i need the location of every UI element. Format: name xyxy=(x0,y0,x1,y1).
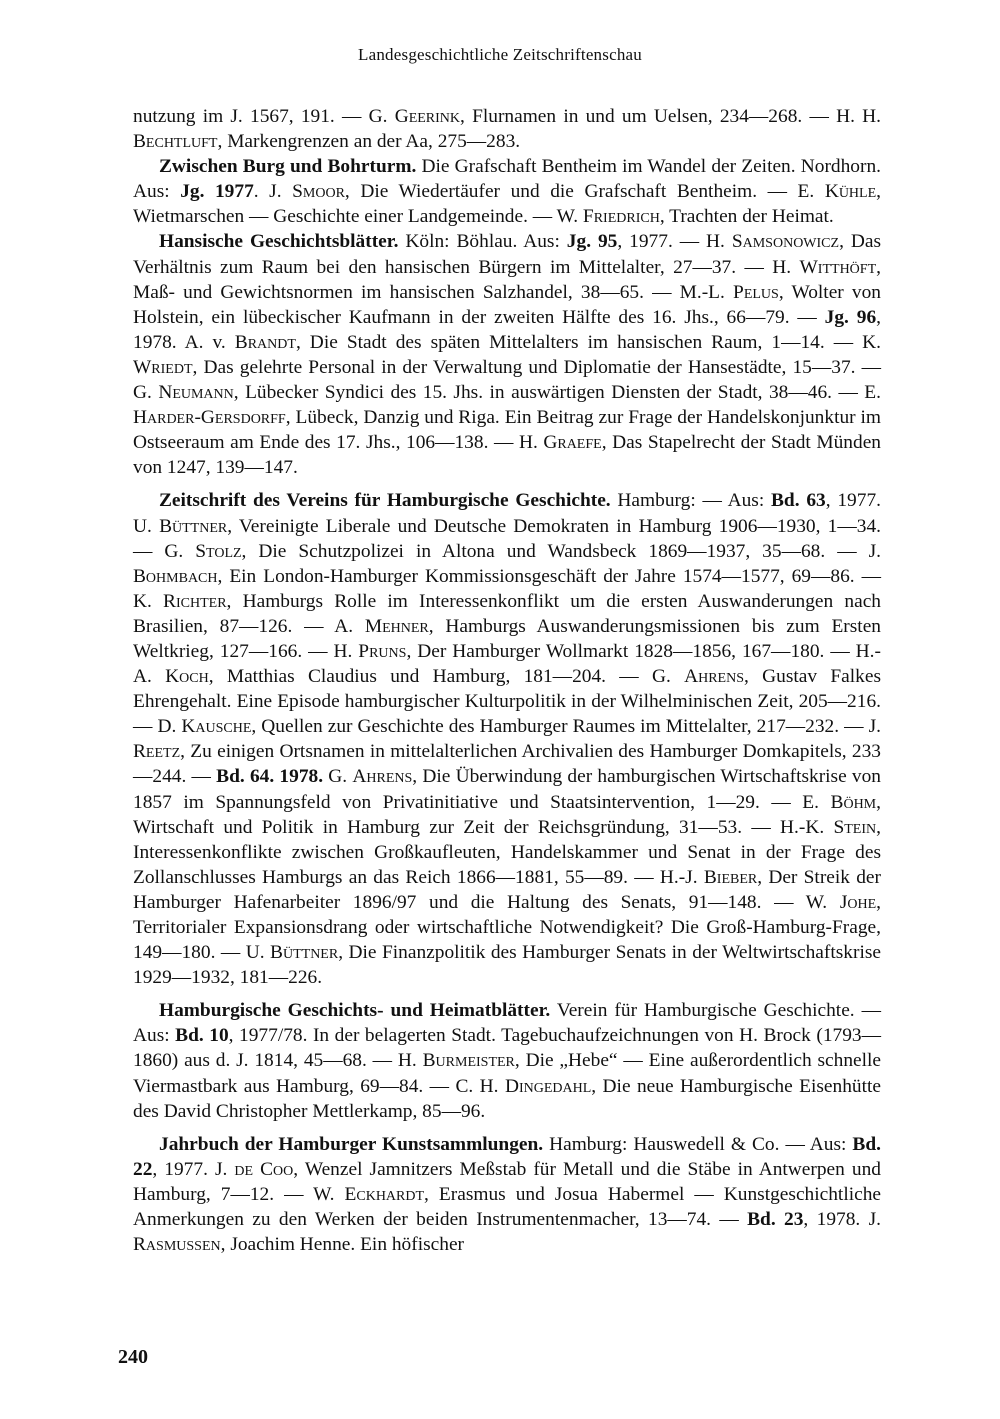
journal-title: Bd. 22 xyxy=(133,1133,881,1180)
author-name: Pruns xyxy=(358,640,407,662)
text-run: , 1977. J. xyxy=(152,1158,235,1180)
author-name: Johe xyxy=(839,891,877,913)
text-run: , Hamburgs Rolle im Interessenkonflikt um die ersten Auswanderungen nach Brasilien, 87—126. — A. xyxy=(133,590,882,637)
author-name: Samsonowicz xyxy=(731,231,840,253)
author-name: Brandt xyxy=(234,331,296,353)
text-run: , Die Finanzpolitik des Hamburger Senats in der Weltwirtschaftskrise 1929—1932, 181—226. xyxy=(133,942,881,989)
journal-title: Bd. 63 xyxy=(771,490,826,512)
text-run: , Territorialer Expansionsdrang oder wirtschaftliche Notwendigkeit? Die Groß-Hamburg-Frage, 149—180. — U. xyxy=(133,891,881,964)
journal-title: Jg. 1977 xyxy=(180,181,254,203)
text-run: , Flurnamen in und um Uelsen, 234—268. — H. H. xyxy=(460,106,881,127)
text-run: , Die neue Hamburgische Eisenhütte des David Christopher Mettlerkamp, 85—96. xyxy=(133,1075,881,1122)
text-run: , Wenzel Jamnitzers Meßstab für Metall und die Stäbe in Antwerpen und Hamburg, 7—12. — W. xyxy=(133,1158,881,1205)
text-run: , Das gelehrte Personal in der Verwaltung und Diplomatie der Hansestädte, 15—37. — G. xyxy=(133,356,881,404)
author-name: Graefe xyxy=(543,432,602,454)
bibliography-paragraph xyxy=(133,229,881,480)
text-run: Köln: Böhlau. Aus: xyxy=(398,231,567,253)
journal-title: Bd. 10 xyxy=(175,1025,229,1047)
journal-title: Zeitschrift des Vereins für Hamburgische Geschichte. xyxy=(159,490,611,512)
text-run: , Vereinigte Liberale und Deutsche Demokraten in Hamburg 1906—1930, 1—34. — G. xyxy=(133,515,882,562)
author-name: Ahrens xyxy=(684,666,745,688)
text-run: , Gustav Falkes Ehrengehalt. Eine Episode hamburgischer Kulturpolitik in der Wilhelminischen Zeit, 205—216. — D. xyxy=(133,666,881,738)
running-header: Landesgeschichtliche Zeitschriftenschau xyxy=(358,45,642,64)
text-run: , 1977. U. xyxy=(133,490,881,537)
text-run: , Die Stadt des späten Mittelalters im hansischen Raum, 1—14. — K. xyxy=(295,331,881,353)
author-name: Dingedahl xyxy=(504,1075,592,1097)
text-run: , Die Schutzpolizei in Altona und Wandsbeck 1869—1937, 35—68. — J. xyxy=(241,540,881,562)
text-run: , Zu einigen Ortsnamen in mittelalterlichen Archivalien des Hamburger Domkapitels, 233—244. — xyxy=(133,741,881,788)
text-run: Hamburg: — Aus: xyxy=(610,490,771,512)
text-run: , 1978. A. v. xyxy=(133,306,881,353)
bibliography-paragraph xyxy=(133,154,881,229)
text-run: , Lübeck, Danzig und Riga. Ein Beitrag zur Frage der Handelskonjunktur im Ostseeraum am Ende des 17. Jhs., 106—138. — H. xyxy=(133,407,881,454)
journal-title: Jg. 95 xyxy=(566,231,618,253)
page-body xyxy=(133,104,881,1257)
author-name: Eckhardt xyxy=(344,1183,425,1205)
journal-title: Bd. 64. 1978. xyxy=(216,766,324,788)
text-run: , 1978. J. xyxy=(803,1209,881,1231)
journal-title: Jg. 96 xyxy=(824,306,877,328)
text-run: , 1977/78. In der belagerten Stadt. Tagebuchaufzeichnungen von H. Brock (1793—1860) aus d. J. 1814, 45—68. — H. xyxy=(133,1025,881,1072)
text-run: G. xyxy=(323,766,353,788)
text-run: , Wolter von Holstein, ein lübeckischer Kaufmann in der zweiten Hälfte des 16. Jhs., 66—79. — xyxy=(133,281,881,328)
journal-title: Jahrbuch der Hamburger Kunstsammlungen. xyxy=(159,1133,544,1155)
author-name: Ahrens xyxy=(352,766,413,788)
author-name: Büttner xyxy=(270,942,339,964)
author-name: Smoor xyxy=(292,181,345,203)
text-run: , Die „Hebe“ — Eine außerordentlich schnelle Viermastbark aus Hamburg, 69—84. — C. H. xyxy=(133,1050,882,1097)
text-run: , Ein London-Hamburger Kommissionsgeschäft der Jahre 1574—1577, 69—86. — K. xyxy=(133,565,881,612)
journal-title: Hamburgische Geschichts- und Heimatblätter. xyxy=(159,1000,551,1022)
author-name: Bieber xyxy=(703,866,758,888)
text-run: , Der Streik der Hamburger Hafenarbeiter 1896/97 und die Haltung des Senats, 91—148. — W. xyxy=(133,866,881,913)
text-run: , Der Hamburger Wollmarkt 1828—1856, 167—180. — H.-A. xyxy=(133,640,881,688)
text-run: nutzung im J. 1567, 191. — G. xyxy=(133,106,395,127)
author-name: Burmeister xyxy=(422,1050,515,1072)
text-run: , Erasmus und Josua Habermel — Kunstgeschichtliche Anmerkungen zu den Werken der beiden Instrumentenmacher, 13—74. — xyxy=(133,1183,882,1231)
author-name: Böhm xyxy=(830,791,877,813)
bibliography-paragraph xyxy=(133,998,881,1123)
author-name: de Coo xyxy=(234,1158,294,1180)
text-run: , Das Stapelrecht der Stadt Münden von 1247, 139—147. xyxy=(133,432,881,479)
text-run: Verein für Hamburgische Geschichte. — Aus: xyxy=(133,1000,881,1047)
text-run: . J. xyxy=(253,181,293,203)
author-name: Richter xyxy=(163,590,227,612)
bibliography-paragraph xyxy=(133,488,881,990)
author-name: Harder-Gersdorff xyxy=(133,407,286,429)
bibliography-paragraph xyxy=(133,1132,881,1257)
text-run: , Die Wiedertäufer und die Grafschaft Bentheim. — E. xyxy=(344,181,825,203)
text-run: , Joachim Henne. Ein höfischer xyxy=(220,1234,465,1256)
journal-title: Hansische Geschichtsblätter. xyxy=(159,231,399,253)
author-name: Friedrich xyxy=(582,206,660,228)
text-run: , Das Verhältnis zum Raum bei den hansischen Bürgern im Mittelalter, 27—37. — H. xyxy=(133,231,882,278)
text-run: , Interessenkonflikte zwischen Großkaufleuten, Handelskammer und Senat in der Frage des Zollanschlusses Hamburgs an das Reich 1866—1881, 55—89. — H.-J. xyxy=(133,816,881,888)
author-name: Mehner xyxy=(364,615,429,637)
author-name: Witthöft xyxy=(799,256,877,278)
author-name: Bohmbach xyxy=(133,565,218,587)
text-run: Die Grafschaft Bentheim im Wandel der Zeiten. Nordhorn. Aus: xyxy=(133,156,881,203)
author-name: Stolz xyxy=(195,540,242,562)
page-number: 240 xyxy=(118,1346,148,1368)
text-run: , Matthias Claudius und Hamburg, 181—204. — G. xyxy=(208,666,685,688)
text-run: , Wietmarschen — Geschichte einer Landgemeinde. — W. xyxy=(133,181,881,228)
author-name: Bechtluft xyxy=(133,131,218,153)
author-name: Rasmussen xyxy=(133,1234,221,1256)
author-name: Stein xyxy=(833,816,877,838)
author-name: Kausche xyxy=(181,716,252,738)
bibliography-paragraph xyxy=(133,104,881,154)
text-run: , Markengrenzen an der Aa, 275—283. xyxy=(217,131,521,153)
author-name: Reetz xyxy=(133,741,181,763)
text-run: , Die Überwindung der hamburgischen Wirtschaftskrise von 1857 im Spannungsfeld von Privatinitiative und Staatsintervention, 1—29. — E. xyxy=(133,766,882,813)
author-name: Geerink xyxy=(394,106,461,127)
text-run: , Quellen zur Geschichte des Hamburger Raumes im Mittelalter, 217—232. — J. xyxy=(251,716,881,738)
text-run: , Wirtschaft und Politik in Hamburg zur Zeit der Reichsgründung, 31—53. — H.-K. xyxy=(133,791,881,838)
author-name: Kühle xyxy=(824,181,877,203)
author-name: Büttner xyxy=(159,515,228,537)
author-name: Wriedt xyxy=(133,356,193,378)
text-run: , Trachten der Heimat. xyxy=(659,206,834,228)
text-run: , Hamburgs Auswanderungsmissionen bis zum Ersten Weltkrieg, 127—166. — H. xyxy=(133,615,881,662)
text-run: , Lübecker Syndici des 15. Jhs. in auswärtigen Diensten der Stadt, 38—46. — E. xyxy=(233,382,881,404)
text-run: Hamburg: Hauswedell & Co. — Aus: xyxy=(543,1133,853,1155)
author-name: Neumann xyxy=(158,382,234,404)
author-name: Pelus xyxy=(733,281,779,303)
author-name: Koch xyxy=(165,666,209,688)
text-run: , Maß- und Gewichtsnormen im hansischen Salzhandel, 38—65. — M.-L. xyxy=(133,256,881,303)
journal-title: Zwischen Burg und Bohrturm. xyxy=(159,156,417,178)
journal-title: Bd. 23 xyxy=(747,1209,804,1231)
text-run: , 1977. — H. xyxy=(617,231,732,253)
